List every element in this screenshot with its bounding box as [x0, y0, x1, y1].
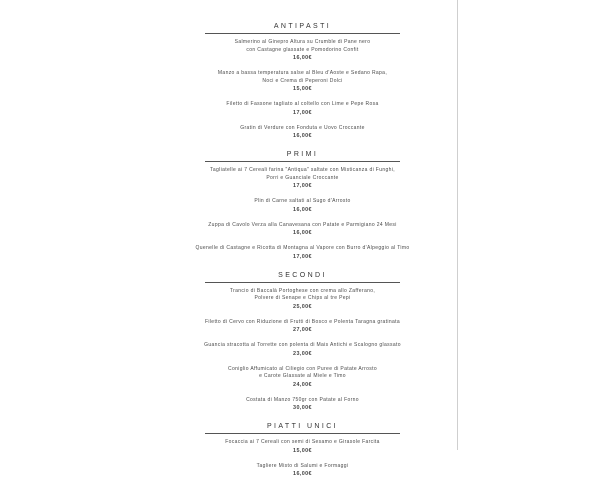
menu-item — [160, 39, 445, 62]
menu-item-name: Tagliatelle ai 7 Cereali farina "Antiqua" saltate con Misticanza di Funghi, Porri e Guanciale Croccante — [210, 167, 395, 181]
section-secondi — [160, 269, 445, 413]
menu-item-name: Trancio di Baccalà Portoghese con crema allo Zafferano, Polvere di Senape e Chips al tre Pepi — [229, 287, 376, 301]
menu-item — [160, 288, 445, 311]
menu-item-price: 24,00€ — [293, 381, 312, 388]
menu-item-name: Filetto di Fassone tagliato al coltello con Lime e Pepe Rosa — [226, 101, 379, 107]
page-edge-divider — [457, 0, 458, 450]
menu-item-price: 30,00€ — [293, 405, 312, 411]
menu-item-price: 16,00€ — [293, 471, 312, 477]
menu-item-price: 15,00€ — [293, 447, 312, 454]
menu-item-name: Gratin di Verdure con Fonduta e Uovo Croccante — [240, 124, 365, 131]
menu-item — [160, 70, 445, 93]
menu-item-name: Coniglio Affumicato al Ciliegio con Puree di Patate Arrosto e Carote Glassate al Miele e Timo — [228, 365, 377, 379]
menu-item-name: Quenelle di Castagne e Ricotta di Montagna al Vapore con Burro d'Alpeggio al Timo — [195, 245, 410, 251]
menu-item-price: 17,00€ — [293, 253, 312, 260]
menu-item-price: 15,00€ — [293, 86, 312, 92]
menu-item — [160, 397, 445, 413]
menu-item — [160, 366, 445, 389]
menu-item — [160, 319, 445, 335]
section-antipasti — [160, 20, 445, 140]
section-title: SECONDI — [278, 271, 327, 279]
menu-item — [160, 198, 445, 214]
menu-item-price: 16,00€ — [293, 206, 312, 213]
menu-item-name: Tagliere Misto di Salumi e Formaggi — [256, 462, 349, 469]
menu-item-price: 16,00€ — [293, 55, 312, 61]
menu-item-price: 16,00€ — [293, 230, 312, 236]
menu-item-name: Salmerino al Ginepro Altura su Crumble di Pane nero con Castagne glassate e Pomodorino Confit — [234, 39, 371, 53]
menu-item-price: 23,00€ — [293, 350, 312, 357]
section-divider — [205, 282, 400, 283]
menu-item-name: Plin di Carne saltati al Sugo d'Arrosto — [254, 198, 351, 204]
menu-item — [160, 222, 445, 238]
menu-item — [160, 245, 445, 261]
menu-item — [160, 125, 445, 141]
section-divider — [205, 161, 400, 162]
section-title: PRIMI — [286, 151, 319, 158]
section-primi — [160, 148, 445, 261]
menu-item-price: 25,00€ — [293, 303, 312, 310]
section-title: ANTIPASTI — [273, 23, 332, 30]
menu-item — [160, 101, 445, 117]
menu-item-name: Guancia stracotta al Torrette con polenta di Mais Antichi e Scalogno glassato — [204, 342, 401, 348]
section-title: PIATTI UNICI — [266, 423, 339, 430]
menu-item — [160, 439, 445, 455]
menu-item-price: 27,00€ — [293, 327, 312, 333]
menu-item-name: Costata di Manzo 750gr con Patate al Forno — [246, 396, 359, 403]
menu-item — [160, 463, 445, 479]
menu-item-name: Focaccia ai 7 Cereali con semi di Sesamo e Girasole Farcita — [225, 439, 380, 445]
menu-item-name: Filetto di Cervo con Riduzione di Frutti di Bosco e Polenta Taragna gratinata — [204, 318, 400, 325]
menu-item-price: 17,00€ — [293, 109, 312, 116]
section-divider — [205, 433, 400, 434]
menu-item-price: 16,00€ — [293, 133, 312, 139]
section-piatti-unici — [160, 420, 445, 478]
section-divider — [205, 33, 400, 34]
menu-content — [160, 20, 445, 486]
menu-item-price: 17,00€ — [293, 183, 312, 189]
menu-item — [160, 167, 445, 190]
menu-item-name: Manzo a bassa temperatura salse al Bleu d'Aoste e Sedano Rapa, Noci e Crema di Peperoni Dolci — [217, 70, 388, 84]
menu-item-name: Zuppa di Cavolo Verza alla Canavesana con Patate e Parmigiano 24 Mesi — [208, 221, 397, 228]
menu-item — [160, 342, 445, 358]
